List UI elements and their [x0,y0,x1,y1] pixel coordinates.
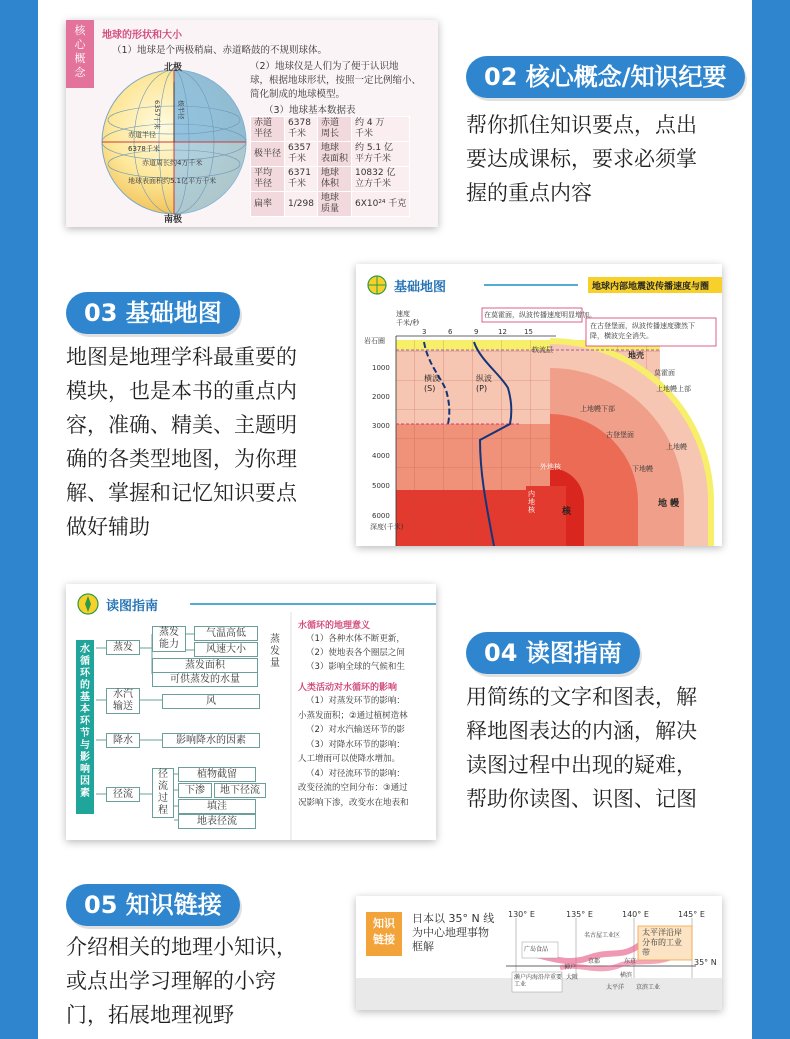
knowledge-link-card [356,896,722,1010]
section-03-desc: 地图是地理学科最重要的 模块，也是本书的重点内 容，准确、精美、主题明 确的各类型地图，为你理 解、掌握和记忆知识要点 做好辅助 [66,345,297,539]
layer-moho: 莫霍面 [654,369,675,377]
section-05-desc: 介绍相关的地理小知识， 或点出学习理解的小窍 门，拓展地理视野 [66,935,297,1027]
guide-title: 读图指南 [106,599,159,614]
guide-side-label: 水循环的基本环节与影响因素 [76,640,94,814]
layer-upper-mantle-bottom: 上地幔下部 [580,405,615,413]
layer-upper-mantle-top: 上地幔上部 [656,385,691,393]
lon-label: 130° E [508,910,535,919]
depth-tick: 1000 [372,364,390,372]
guide-lines-1: （1）各种水体不断更新， （2）使地表各个圈层之间 （3）影响全球的气候和生 [306,634,405,672]
section-02-desc: 帮你抓住知识要点，点出 要达成课标，要求必须掌 握的重点内容 [466,113,697,205]
speed-unit: 速度 千米/秒 [396,310,420,327]
place-label: 广岛食品 [524,946,549,953]
core-text-1: （1）地球是个两极稍扁、赤道略鼓的不规则球体。 [112,45,328,56]
table-cell: 地球 表面积 [317,142,351,167]
node-evap: 蒸发 [106,640,140,655]
node-water: 可供蒸发的水量 [152,672,258,687]
basic-map-card [356,264,722,546]
industrial-belt-label: 太平洋沿岸 分布的工业 带 [642,928,682,957]
depth-label: 深度(千米) [370,523,404,531]
place-label: 东京 [624,958,637,965]
section-03-badge: 03 基础地图 [66,292,240,334]
place-label: 神户 [564,964,577,971]
guide-heading-2: 人类活动对水循环的影响 [298,683,398,693]
globe-south: 南极 [164,215,183,225]
layer-gutenberg: 古登堡面 [606,431,634,439]
node-precip: 降水 [106,733,140,748]
guide-lines-2: （1）对蒸发环节的影响： 小蒸发面积；②通过植树造林 （2）对水汽输送环节的影 （3）对降水环节的影响： 人工增雨可以使降水增加。 （4）对径流环节的影响： 改变径流的空间分布：③通过 况影响下渗，改变水在地表和 [298,696,409,808]
reading-guide-card [66,584,436,840]
core-concept-side-label: 核 心 概 念 [66,20,94,88]
depth-tick: 5000 [372,482,390,490]
node-evap-area: 蒸发面积 [152,658,258,673]
place-label: 名古屋工业区 [584,932,621,939]
table-cell: 1/298 [285,192,318,217]
depth-tick: 4000 [372,452,390,460]
node-vapor: 水汽 输送 [106,688,140,714]
p-wave-label: 纵波 (P) [476,374,492,393]
depth-tick: 6000 [372,512,390,520]
globe-circumference: 赤道周长约4万千米 [142,159,203,167]
speed-tick: 9 [474,328,479,336]
layer-crust: 地壳 [628,351,644,360]
globe-north: 北极 [164,63,183,73]
section-02-badge: 02 核心概念/知识纪要 [466,56,745,98]
node-wind2: 风 [162,694,260,709]
depth-tick: 岩石圈 [364,337,385,345]
map-title: 地球内部地震波传播速度与圈 [592,282,710,292]
table-cell: 约 5.1 亿 平方千米 [351,142,409,167]
core-text-3: （3）地球基本数据表 [264,105,356,116]
section-04-badge: 04 读图指南 [466,632,640,674]
place-label: 京都 [588,958,601,965]
speed-tick: 3 [422,328,427,336]
node-veg: 植物截留 [178,767,256,782]
layer-soft: 软流层 [532,346,553,354]
section-04-desc: 用简练的文字和图表，解 释地图表达的内涵，解决 读图过程中出现的疑难， 帮助你读图、识图、记图 [466,685,697,811]
node-wind: 风速大小 [194,642,258,657]
table-cell: 10832 亿 立方千米 [351,167,409,192]
lon-label: 135° E [566,910,593,919]
earth-data-table [250,116,410,217]
table-cell: 赤道 周长 [317,117,351,142]
node-evap-cap: 蒸发 能力 [152,626,186,652]
core-heading: 地球的形状和大小 [102,30,182,41]
place-label: 京滨工业 [636,984,661,991]
table-cell: 6378 千米 [285,117,318,142]
note-moho: 在莫霍面，纵波传播速度明显增加。 [484,311,596,319]
table-cell: 平均 半径 [251,167,285,192]
depth-tick: 2000 [372,393,390,401]
table-row [251,117,410,142]
node-temp: 气温高低 [194,626,258,641]
speed-tick: 15 [524,328,533,336]
table-cell: 6X10²⁴ 千克 [351,192,409,217]
guide-heading-1: 水循环的地理意义 [298,621,371,631]
table-cell: 极半径 [251,142,285,167]
layer-mantle: 地 幔 [658,499,680,509]
node-ground: 地下径流 [214,783,266,798]
layer-inner-core: 内地核 [528,490,535,514]
node-infil: 下渗 [178,783,212,798]
table-cell: 地球 质量 [317,192,351,217]
layer-core: 核 [562,507,572,517]
table-cell: 扁率 [251,192,285,217]
section-05-badge: 05 知识链接 [66,884,240,926]
layer-upper-mantle: 上地幔 [666,443,687,451]
map-section-title: 基础地图 [394,280,447,295]
table-cell: 6371 千米 [285,167,318,192]
core-concept-card [66,20,438,227]
table-cell: 地球 体积 [317,167,351,192]
speed-tick: 12 [498,328,507,336]
layer-outer-core: 外地核 [540,463,561,471]
globe-equator-radius: 赤道半径 [128,131,156,139]
globe-equator-km: 6378千米 [128,145,160,153]
globe-polar-radius: 极半径 [177,100,185,120]
table-row [251,167,410,192]
core-text-2a: （2）地球仪是人们为了便于认识地 [250,61,399,72]
place-label: 横滨 [620,972,633,979]
depth-tick: 3000 [372,422,390,430]
node-precip-factor: 影响降水的因素 [162,733,260,748]
core-text-2c: 简化制成的地球模型。 [250,89,346,100]
s-wave-label: 横波 (S) [424,374,440,393]
table-cell: 6357 千米 [285,142,318,167]
note-gutenberg: 在古登堡面，纵波传播速度骤然下 降，横波完全消失。 [590,322,695,340]
globe-polar-km: 6357千米 [153,100,161,130]
lon-label: 145° E [678,910,705,919]
place-label: 太平洋 [606,984,625,991]
core-text-2b: 球，根据地球形状，按照一定比例缩小、 [250,75,422,86]
place-label: 濑户内海沿岸重要工业 [514,974,563,988]
speed-tick: 6 [448,328,453,336]
place-label: 大阪 [566,974,579,981]
node-evap-amt: 蒸 发 量 [270,634,280,669]
lat-label: 35° N [694,958,717,967]
link-text: 日本以 35° N 线 为中心地理事物 框解 [412,912,495,953]
globe-surface: 地球表面积约5.1亿平方千米 [128,177,217,185]
node-runoff: 径流 [106,787,140,802]
table-cell: 约 4 万 千米 [351,117,409,142]
node-surface: 地表径流 [178,814,256,829]
table-row [251,192,410,217]
lon-label: 140° E [622,910,649,919]
layer-lower-mantle: 下地幔 [632,465,653,473]
node-runoff-proc: 径 流 过 程 [152,768,174,818]
table-cell: 赤道 半径 [251,117,285,142]
table-row [251,142,410,167]
node-fill: 填洼 [178,799,256,814]
link-label: 知识 链接 [366,912,402,956]
